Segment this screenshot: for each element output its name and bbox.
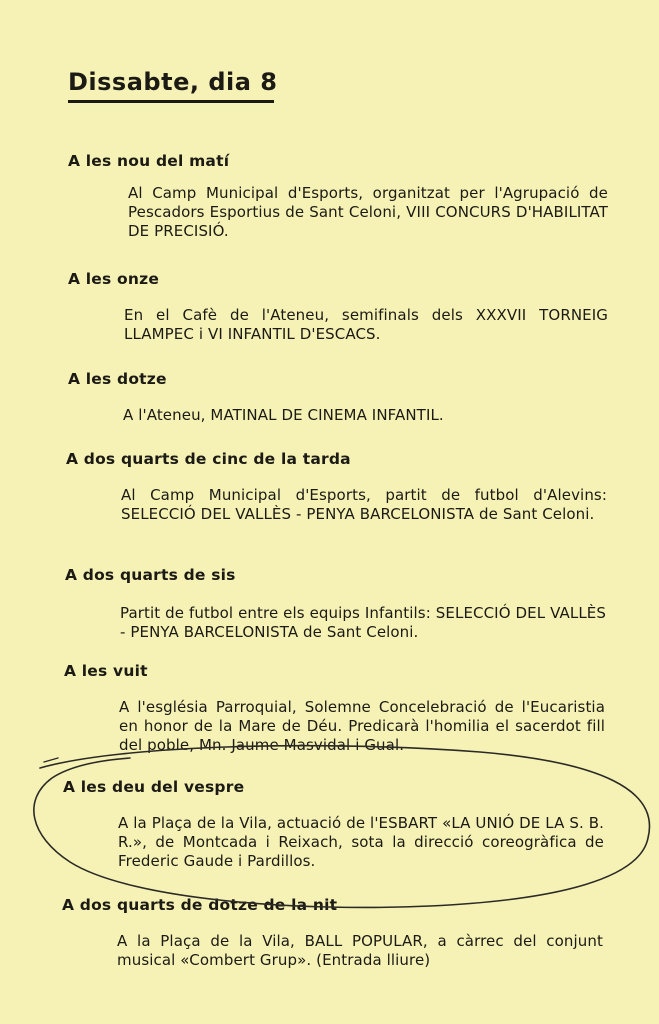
event-description: A l'Ateneu, MATINAL DE CINEMA INFANTIL. <box>123 406 444 424</box>
event-description: Al Camp Municipal d'Esports, organitzat per l'Agrupació de Pescadors Esportius de Sant Celoni, VIII CONCURS D'HABILITAT DE PRECISIÓ. <box>128 184 608 240</box>
event-description: Al Camp Municipal d'Esports, partit de futbol d'Alevins: SELECCIÓ DEL VALLÈS - PENYA BARCELONISTA de Sant Celoni. <box>121 486 607 523</box>
event-time: A dos quarts de sis <box>65 566 236 584</box>
event-description: En el Cafè de l'Ateneu, semifinals dels XXXVII TORNEIG LLAMPEC i VI INFANTIL D'ESCACS. <box>124 306 608 343</box>
event-time: A dos quarts de dotze de la nit <box>62 896 338 914</box>
event-time: A dos quarts de cinc de la tarda <box>66 450 351 468</box>
title-underline <box>68 100 274 103</box>
event-description: A la Plaça de la Vila, actuació de l'ESBART «LA UNIÓ DE LA S. B. R.», de Montcada i Reixach, sota la direcció coreogràfica de Frederic Gaude i Pardillos. <box>118 814 604 870</box>
event-time: A les vuit <box>64 662 148 680</box>
event-time: A les nou del matí <box>68 152 230 170</box>
event-time: A les dotze <box>68 370 167 388</box>
pen-tick-mark <box>44 758 58 762</box>
event-description: A la Plaça de la Vila, BALL POPULAR, a càrrec del conjunt musical «Combert Grup». (Entrada lliure) <box>117 932 603 969</box>
event-time: A les onze <box>68 270 160 288</box>
event-description: A l'església Parroquial, Solemne Concelebració de l'Eucaristia en honor de la Mare de Déu. Predicarà l'homilia el sacerdot fill del poble, Mn. Jaume Masvidal i Gual. <box>119 698 605 754</box>
page-title: Dissabte, dia 8 <box>68 68 278 96</box>
event-time: A les deu del vespre <box>63 778 245 796</box>
event-description: Partit de futbol entre els equips Infantils: SELECCIÓ DEL VALLÈS - PENYA BARCELONISTA de Sant Celoni. <box>120 604 606 641</box>
